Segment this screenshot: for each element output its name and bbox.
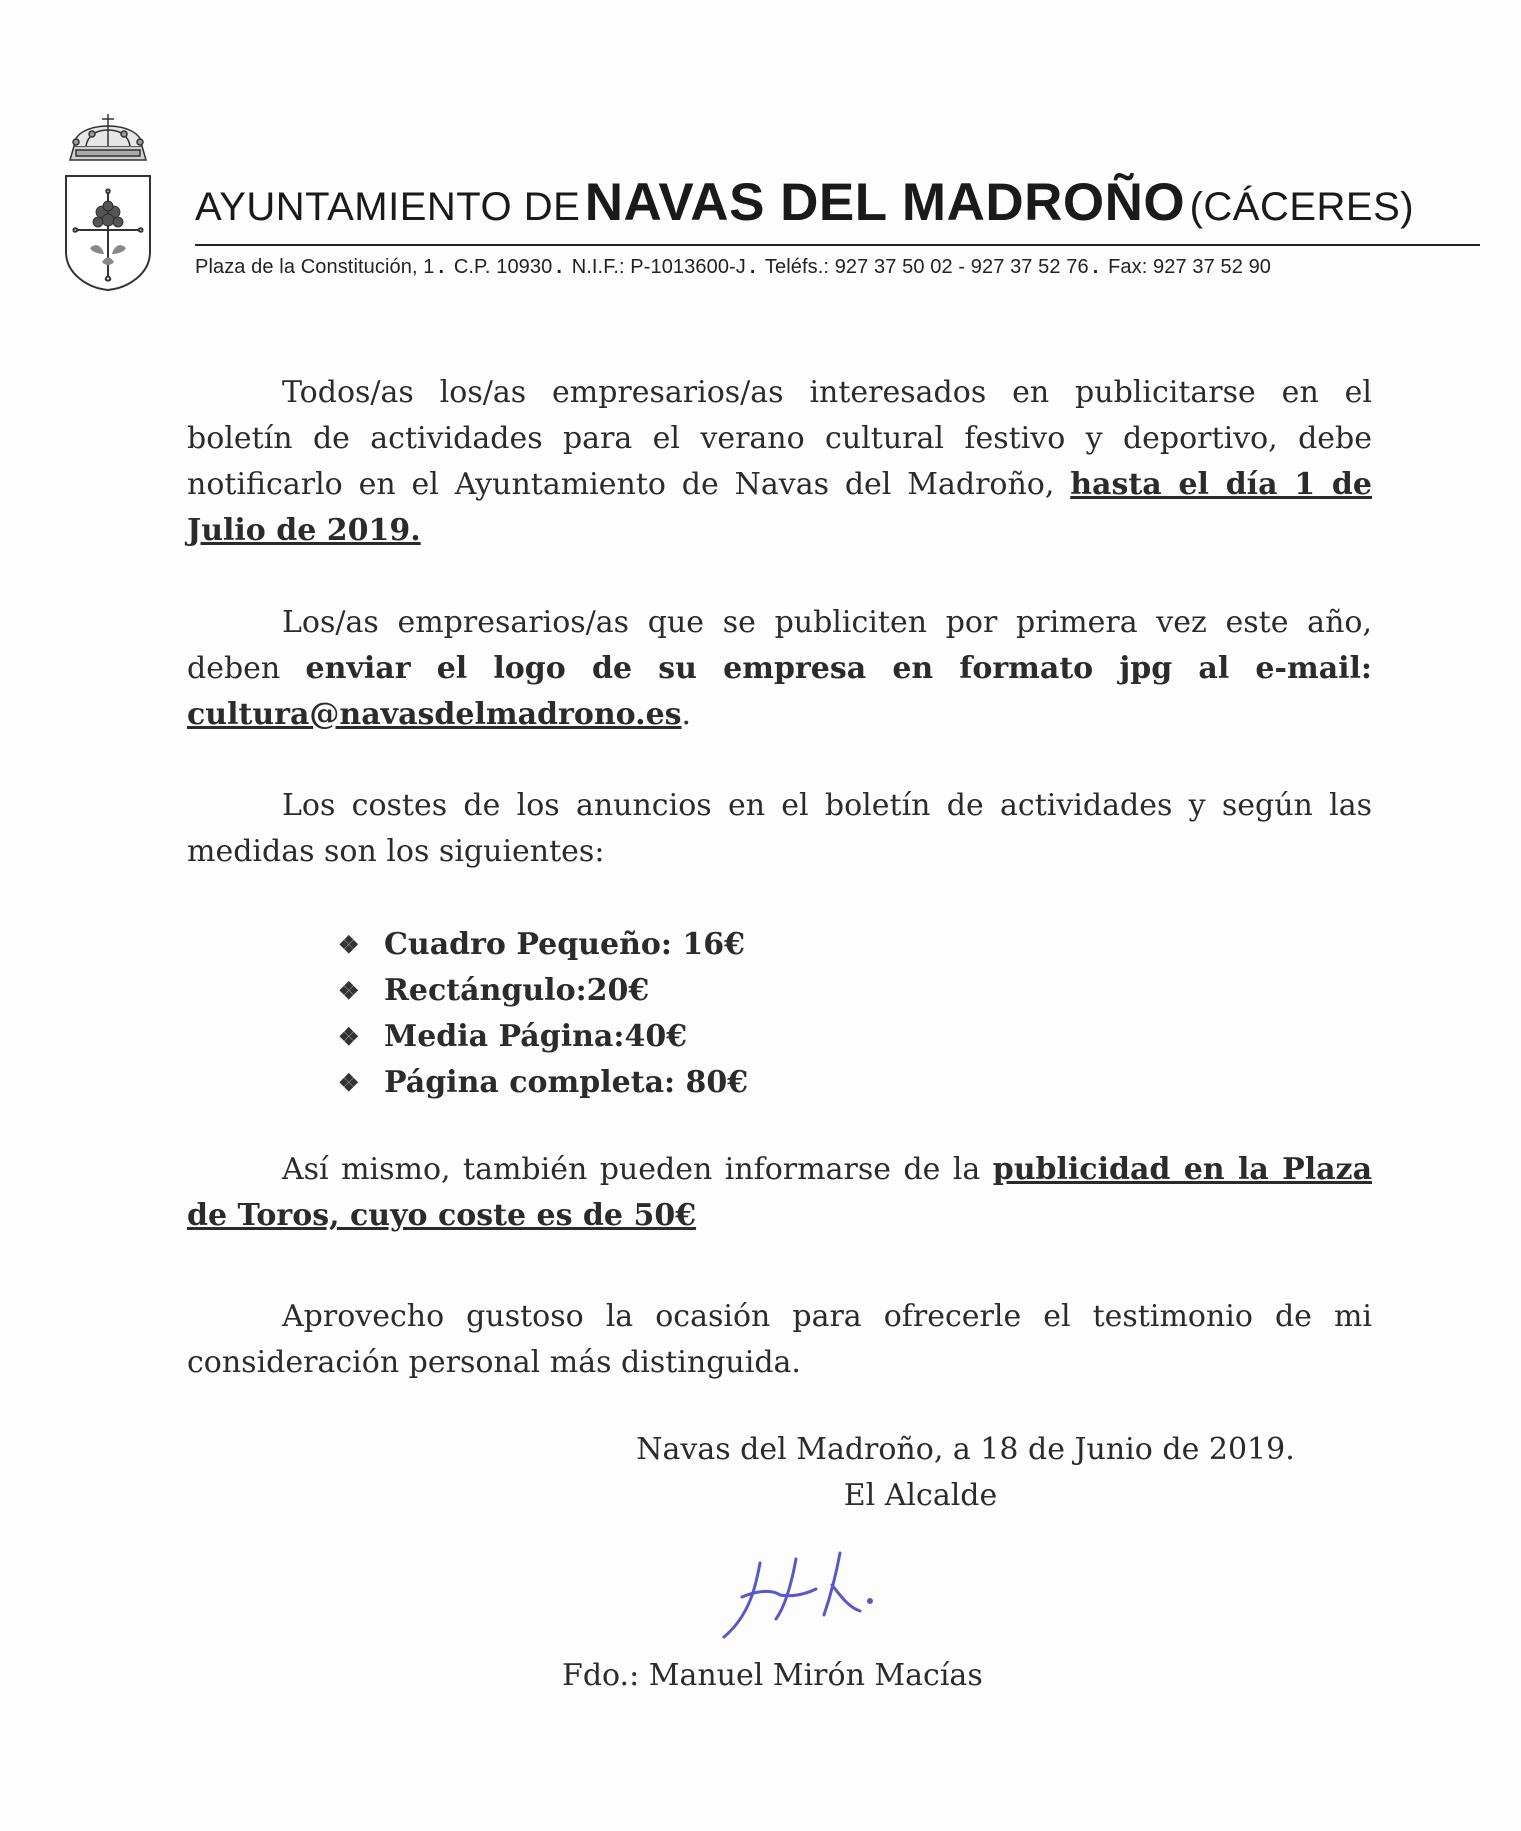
diamond-bullet-icon: ❖: [338, 1022, 360, 1051]
p2-end: .: [681, 697, 692, 732]
p4-text: Así mismo, también pueden informarse de la: [282, 1152, 981, 1187]
header-province: (CÁCERES): [1189, 185, 1415, 229]
paragraph-deadline: [187, 370, 1372, 554]
price-label: Cuadro Pequeño: 16€: [384, 927, 746, 962]
price-label: Página completa: 80€: [384, 1065, 749, 1100]
signer-role: El Alcalde: [843, 1478, 998, 1513]
paragraph-bullring: [187, 1147, 1372, 1239]
diamond-bullet-icon: ❖: [338, 976, 360, 1005]
list-item: [338, 968, 748, 1014]
price-label: Media Página:40€: [384, 1019, 688, 1054]
address-street: Plaza de la Constitución, 1: [195, 256, 435, 278]
p2-text: Los/as empresarios/as que se publiciten por primera vez este año, deben: [187, 605, 1372, 686]
price-list: [338, 922, 748, 1106]
email-link[interactable]: cultura@navasdelmadrono.es: [187, 697, 682, 732]
paragraph-costs: [187, 783, 1372, 875]
paragraph-farewell: [187, 1294, 1372, 1386]
address-fax: Fax: 927 37 52 90: [1108, 256, 1272, 278]
header-title: [195, 173, 1480, 232]
p1-deadline: hasta el día 1 de Julio de 2019.: [187, 467, 1372, 548]
p3-text: Los costes de los anuncios en el boletín de actividades y según las medidas son los siguientes:: [187, 788, 1372, 869]
coat-of-arms-icon: [62, 112, 154, 292]
p2-bold: enviar el logo de su empresa en formato jpg al e-mail:: [305, 651, 1372, 686]
list-item: [338, 1014, 748, 1060]
address-nif: N.I.F.: P-1013600-J: [571, 256, 746, 278]
header-address: Plaza de la Constitución, 1 . C.P. 10930 . N.I.F.: P-1013600-J . Teléfs.: 927 37 50 02 - 927 37 52 76 . Fax: 927 37 52 90: [195, 256, 1272, 278]
signed-by: Fdo.: Manuel Mirón Macías: [562, 1658, 983, 1693]
p4-underlined: publicidad en la Plaza de Toros, cuyo coste es de 50€: [187, 1152, 1373, 1233]
address-phones: Teléfs.: 927 37 50 02 - 927 37 52 76: [764, 256, 1089, 278]
header-town: NAVAS DEL MADROÑO: [584, 173, 1186, 232]
place-date: Navas del Madroño, a 18 de Junio de 2019.: [636, 1432, 1295, 1467]
paragraph-logo: [187, 600, 1372, 738]
p5-text: Aprovecho gustoso la ocasión para ofrecerle el testimonio de mi consideración personal más distinguida.: [187, 1299, 1372, 1380]
diamond-bullet-icon: ❖: [338, 1068, 360, 1097]
signature-image: [720, 1545, 920, 1645]
p1-text: Todos/as los/as empresarios/as interesados en publicitarse en el boletín de actividades para el verano cultural festivo y deportivo, debe notificarlo en el Ayuntamiento de Navas del Madroño,: [187, 375, 1372, 502]
address-postcode: C.P. 10930: [453, 256, 553, 278]
list-item: [338, 1060, 748, 1106]
list-item: [338, 922, 748, 968]
diamond-bullet-icon: ❖: [338, 930, 360, 959]
header-prefix: AYUNTAMIENTO DE: [195, 185, 581, 229]
header-rule: [195, 244, 1480, 246]
price-label: Rectángulo:20€: [384, 973, 650, 1008]
